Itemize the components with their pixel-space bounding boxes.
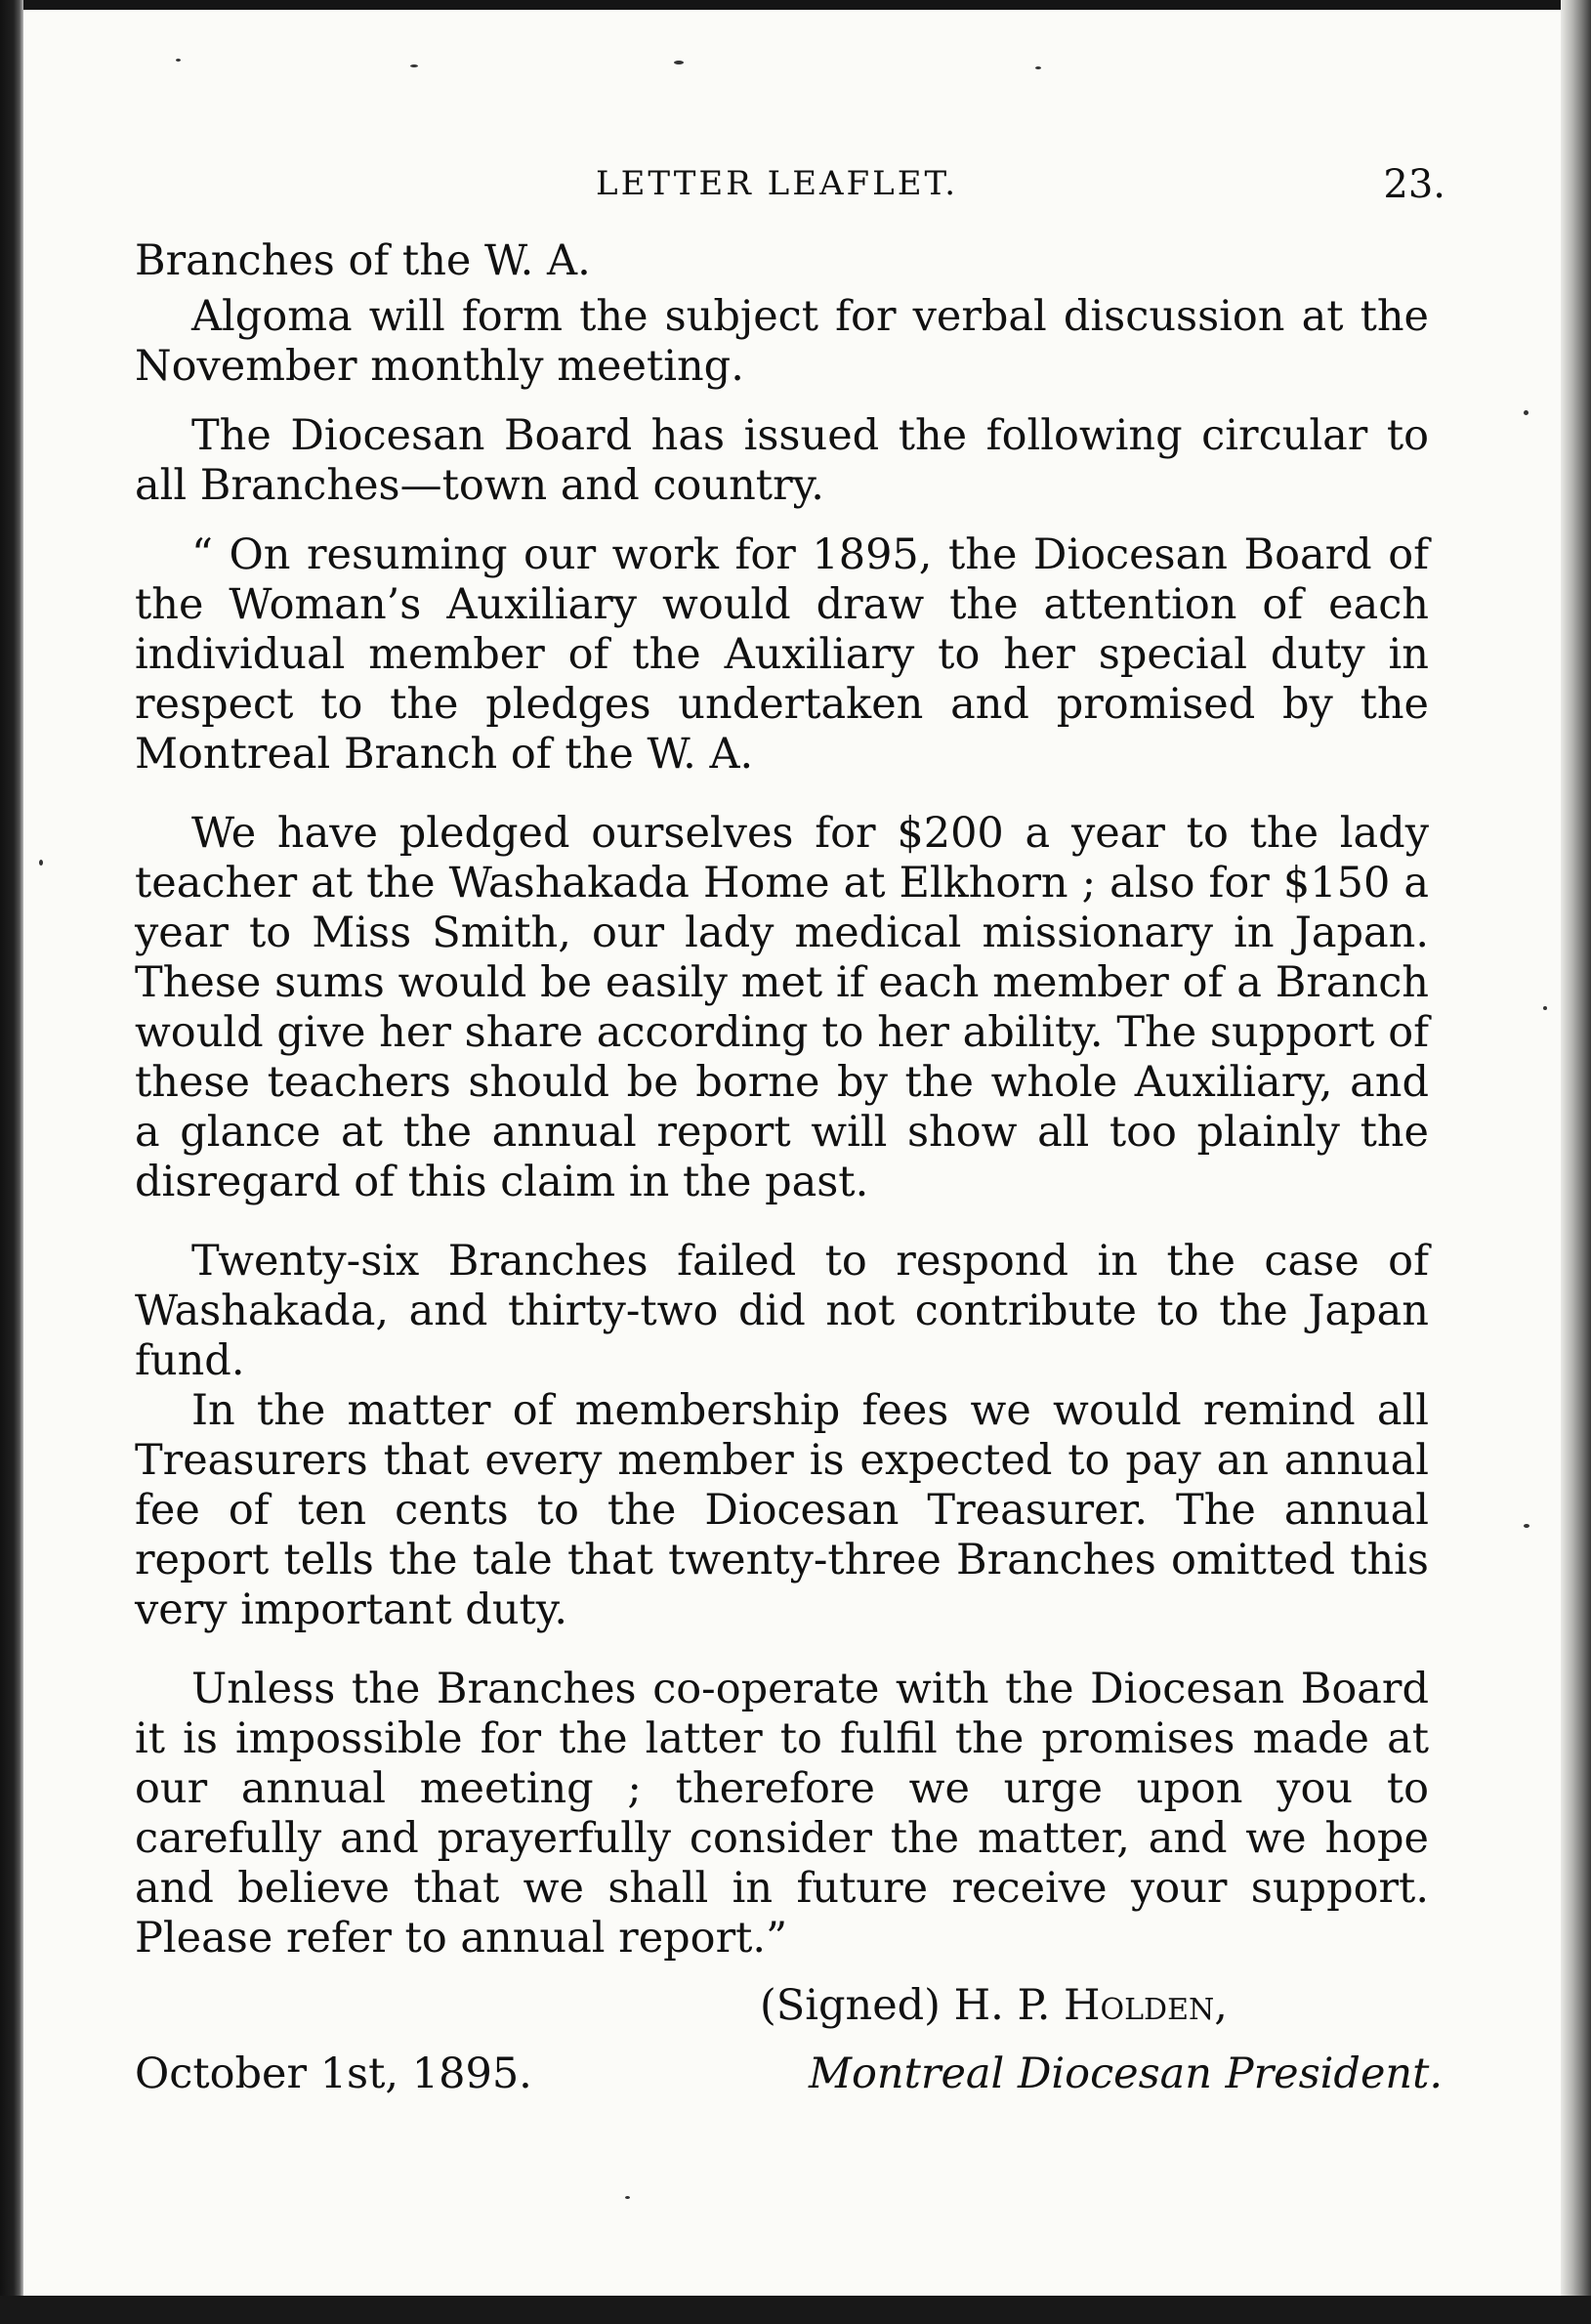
scan-border-top [0,0,1591,10]
scan-speck [1543,1006,1547,1010]
scan-speck [1524,410,1528,415]
paragraph: Unless the Branches co-operate with the Diocesan Board it is impossible for the latter to fulfil the promises made at our annual meeting ; therefore we urge upon you to carefully and prayerfully consider the matter, and we hope and believe that we shall in future receive your support. Please refer to annual report.” [135,1665,1429,1963]
paragraph: Algoma will form the subject for verbal discussion at the November monthly meeting. [135,292,1429,391]
letter-date: October 1st, 1895. [135,2049,532,2098]
paragraph: Branches of the W. A. [135,236,591,285]
running-title: LETTER LEAFLET. [596,164,959,203]
signatory-title: Montreal Diocesan President. [809,2049,1444,2098]
scan-speck [1035,66,1041,69]
scan-speck [674,61,684,64]
scan-speck [176,59,181,62]
paragraph: “ On resuming our work for 1895, the Diocesan Board of the Woman’s Auxiliary would draw the attention of each individual member of the Auxiliary to her special duty in respect to the pledges undertaken and promised by the Montreal Branch of the W. A. [135,530,1429,779]
running-header [137,164,1445,223]
scan-speck [1524,1524,1529,1528]
scan-border-bottom [0,2296,1591,2324]
paragraph: Twenty-six Branches failed to respond in the case of Washakada, and thirty-two did not contribute to the Japan fund. [135,1237,1429,1385]
scan-speck [625,2196,630,2199]
scan-border-left [0,0,23,2324]
signatory-name: H. P. Holden, [953,1981,1228,2030]
paragraph: In the matter of membership fees we would remind all Treasurers that every member is expected to pay an annual fee of ten cents to the Diocesan Treasurer. The annual report tells the tale that twenty-three Branches omitted this very important duty. [135,1386,1429,1634]
signature-block [135,1981,1444,2098]
letter-body [135,236,1429,1964]
paragraph: The Diocesan Board has issued the following circular to all Branches—town and country. [135,411,1429,510]
signed-label: (Signed) [760,1981,941,2030]
paragraph: We have pledged ourselves for $200 a year to the lady teacher at the Washakada Home at Elkhorn ; also for $150 a year to Miss Smith, our lady medical missionary in Japan. These sums would be easily met if each member of a Branch would give her share according to her ability. The support of these teachers should be borne by the whole Auxiliary, and a glance at the annual report will show all too plainly the disregard of this claim in the past. [135,809,1429,1206]
scan-speck [39,860,43,866]
scan-speck [410,64,418,67]
signed-line [760,1981,1228,2030]
page-number: 23. [1383,162,1445,207]
scan-border-right [1561,0,1591,2324]
